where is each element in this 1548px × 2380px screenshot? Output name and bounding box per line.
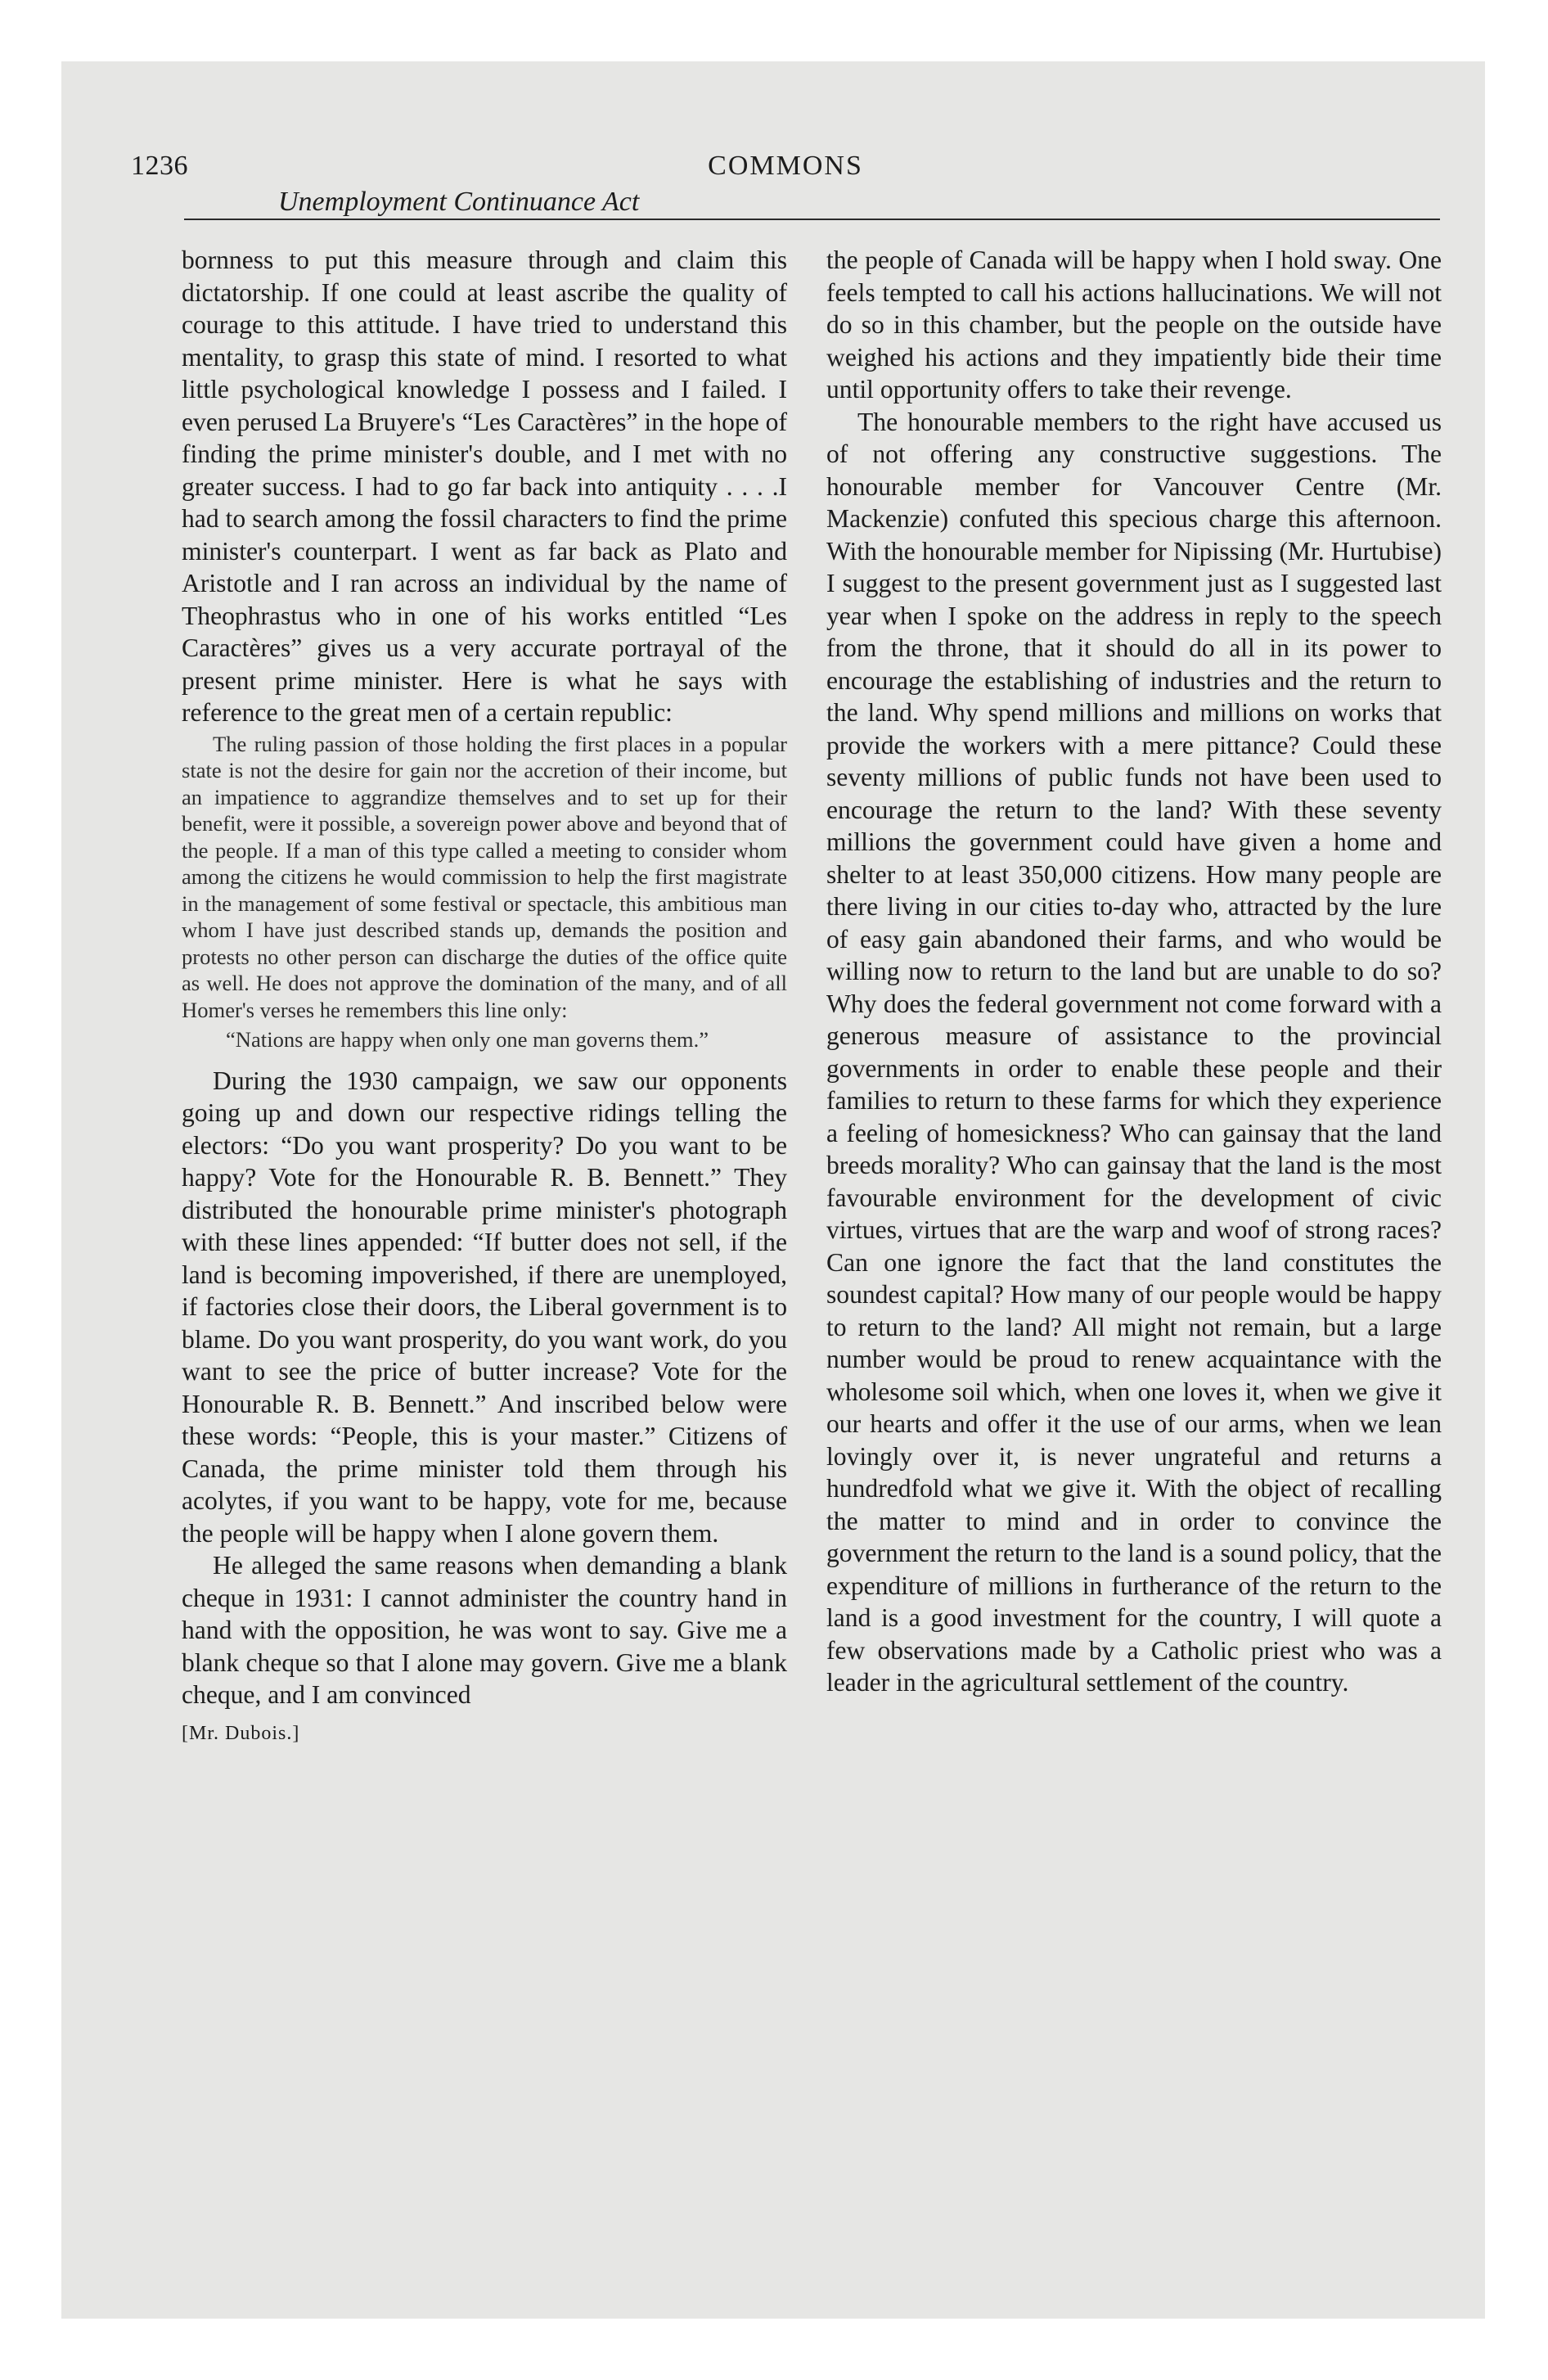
left-column: [182, 244, 787, 1750]
speaker-attribution: [Mr. Dubois.]: [182, 1722, 300, 1744]
right-column: [826, 244, 1442, 1699]
paragraph: The honourable members to the right have accused us of not offering any constructive suggestions. The honourable member for Vancouver Centre (Mr. Mackenzie) confuted this specious charge this afternoon. With the honourable member for Nipissing (Mr. Hurtubise) I suggest to the present government just as I suggested last year when I spoke on the address in reply to the speech from the throne, that it should do all in its power to encourage the establishing of industries and the return to the land. Why spend millions and millions on works that provide the workers with a mere pittance? Could these seventy millions of public funds not have been used to encourage the return to the land? With these seventy millions the government could have given a home and shelter to at least 350,000 citizens. How many people are there living in our cities to-day who, attracted by the lure of easy gain abandoned their farms, and who would be willing now to return to the land but are unable to do so? Why does the federal government not come forward with a generous measure of assistance to the provincial governments in order to enable these people and their families to return to these farms for which they experience a feeling of homesickness? Who can gainsay that the land breeds morality? Who can gainsay that the land is the most favourable environment for the development of civic virtues, virtues that are the warp and woof of strong races? Can one ignore the fact that the land constitutes the soundest capital? How many of our people would be happy to return to the land? All might not remain, but a large number would be proud to renew acquaintance with the wholesome soil which, when one loves it, when we give it our hearts and offer it the use of our arms, when we lean lovingly over it, is never ungrateful and returns a hundredfold what we give it. With the object of recalling the matter to mind and in order to convince the government the return to the land is a sound policy, that the expenditure of millions in furtherance of the return to the land is a good investment for the country, I will quote a few observations made by a Catholic priest who was a leader in the agricultural settlement of the country.: [826, 407, 1442, 1697]
running-title: COMMONS: [708, 151, 863, 181]
paragraph: bornness to put this measure through and claim this dictatorship. If one could at least ascribe the quality of courage to this attitude. I have tried to understand this mentality, to grasp this state of mind. I resorted to what little psychological knowledge I possess and I failed. I even perused La Bruyere's “Les Caractères” in the hope of finding the prime minister's double, and I met with no greater success. I had to go far back into antiquity . . . .I had to search among the fossil characters to find the prime minister's counterpart. I went as far back as Plato and Aristotle and I ran across an individual by the name of Theophrastus who in one of his works entitled “Les Caractères” gives us a very accurate portrayal of the present prime minister. Here is what he says with reference to the great men of a certain republic:: [182, 246, 787, 727]
page-number: 1236: [131, 151, 188, 181]
section-title: Unemployment Continuance Act: [278, 187, 640, 217]
paragraph: He alleged the same reasons when demanding a blank cheque in 1931: I cannot administer the country hand in hand with the opposition, he was wont to say. Give me a blank cheque so that I alone may govern. Give me a blank cheque, and I am convinced: [182, 1551, 787, 1709]
block-quote: [182, 731, 787, 1053]
header-rule: [184, 219, 1440, 220]
paragraph: the people of Canada will be happy when I hold sway. One feels tempted to call his actions hallucinations. We will not do so in this chamber, but the people on the outside have weighed his actions and they impatiently bide their time until opportunity offers to take their revenge.: [826, 246, 1442, 403]
page-header: [131, 147, 1442, 217]
quote-text: The ruling passion of those holding the first places in a popular state is not the desire for gain nor the accretion of their income, but an impatience to aggrandize themselves and to set up for their benefit, were it possible, a sovereign power above and beyond that of the people. If a man of this type called a meeting to consider whom among the citizens he would commission to help the first magistrate in the management of some festival or spectacle, this ambitious man whom I have just described stands up, demands the position and protests no other person can discharge the duties of the office quite as well. He does not approve the domination of the many, and of all Homer's verses he remembers this line only:: [182, 731, 787, 1022]
quote-verse: “Nations are happy when only one man governs them.”: [226, 1027, 709, 1052]
paragraph: During the 1930 campaign, we saw our opponents going up and down our respective ridings telling the electors: “Do you want prosperity? Do you want to be happy? Vote for the Honourable R. B. Bennett.” They distributed the honourable prime minister's photograph with these lines appended: “If butter does not sell, if the land is becoming impoverished, if there are unemployed, if factories close their doors, the Liberal government is to blame. Do you want prosperity, do you want work, do you want to see the price of butter increase? Vote for the Honourable R. B. Bennett.” And inscribed below were these words: “People, this is your master.” Citizens of Canada, the prime minister told them through his acolytes, if you want to be happy, vote for me, because the people will be happy when I alone govern them.: [182, 1066, 787, 1548]
